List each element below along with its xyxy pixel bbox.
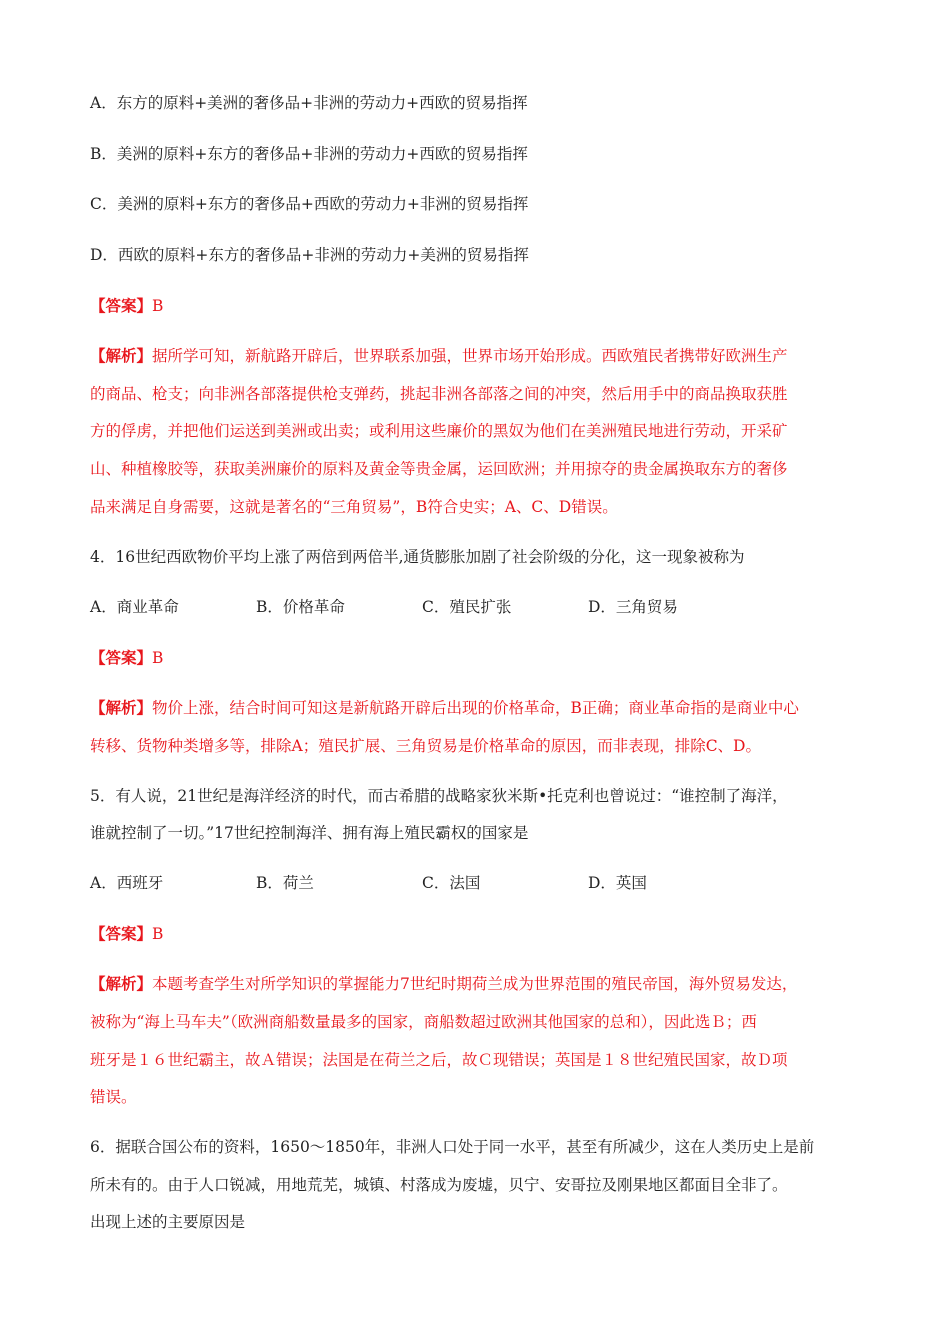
q5-option-a: A．西班牙 [90,874,164,892]
analysis-text: 据所学可知，新航路开辟后，世界联系加强，世界市场开始形成。西欧殖民者携带好欧洲生产 [152,347,788,365]
q5-option-d: D．英国 [588,874,647,892]
q4-answer [90,647,862,669]
q3-answer [90,295,862,317]
answer-value: B [152,297,164,315]
answer-tag: 【答案】 [90,648,153,667]
q6-stem-line: 6．据联合国公布的资料，1650～1850年，非洲人口处于同一水平，甚至有所减少，这在人类历史上是前 [90,1138,815,1156]
q4-analysis-line [90,697,862,719]
analysis-text: 物价上涨，结合时间可知这是新航路开辟后出现的价格革命，B正确；商业革命指的是商业中心 [152,699,799,717]
q6-stem-line: 所未有的。由于人口锐减，用地荒芜，城镇、村落成为废墟，贝宁、安哥拉及刚果地区都面目全非了。 [90,1176,788,1194]
q6-stem-line: 出现上述的主要原因是 [90,1213,246,1231]
q5-option-b: B．荷兰 [256,874,314,892]
q5-stem-line: 5．有人说，21世纪是海洋经济的时代，而古希腊的战略家狄米斯•托克利也曾说过：“谁控制了海洋， [90,787,788,805]
answer-value: B [152,925,164,943]
q4-analysis-line: 转移、货物种类增多等，排除A；殖民扩展、三角贸易是价格革命的原因，而非表现，排除C、D。 [90,737,761,755]
analysis-tag: 【解析】 [90,698,153,717]
analysis-tag: 【解析】 [90,346,153,365]
q5-analysis-line: 班牙是１６世纪霸主，故Ａ错误；法国是在荷兰之后，故Ｃ现错误；英国是１８世纪殖民国家，故Ｄ项 [90,1051,788,1069]
q4-option-c: C．殖民扩张 [422,598,512,616]
q4-option-a: A．商业革命 [90,598,179,616]
answer-tag: 【答案】 [90,296,153,315]
q3-analysis-line: 方的俘虏，并把他们运送到美洲或出卖；或利用这些廉价的黑奴为他们在美洲殖民地进行劳动，开采矿 [90,422,788,440]
q3-option-d: D．西欧的原料+东方的奢侈品+非洲的劳动力+美洲的贸易指挥 [90,246,529,264]
q5-analysis-line [90,973,862,995]
q3-option-a: A．东方的原料+美洲的奢侈品+非洲的劳动力+西欧的贸易指挥 [90,94,528,112]
q3-analysis-line: 山、种植橡胶等，获取美洲廉价的原料及黄金等贵金属，运回欧洲；并用掠夺的贵金属换取东方的奢侈 [90,460,788,478]
q3-option-b: B．美洲的原料+东方的奢侈品+非洲的劳动力+西欧的贸易指挥 [90,145,528,163]
q5-stem-line: 谁就控制了一切。”17世纪控制海洋、拥有海上殖民霸权的国家是 [90,824,529,842]
answer-value: B [152,649,164,667]
answer-tag: 【答案】 [90,924,153,943]
analysis-text: 本题考查学生对所学知识的掌握能力7世纪时期荷兰成为世界范围的殖民帝国，海外贸易发达， [152,975,798,993]
analysis-tag: 【解析】 [90,974,153,993]
q4-option-d: D．三角贸易 [588,598,678,616]
q5-answer [90,923,862,945]
q3-analysis-line: 的商品、枪支；向非洲各部落提供枪支弹药，挑起非洲各部落之间的冲突，然后用手中的商品换取获胜 [90,385,788,403]
q3-analysis-line: 品来满足自身需要，这就是著名的“三角贸易”，B符合史实；A、C、D错误。 [90,498,618,516]
q5-analysis-line: 被称为“海上马车夫”（欧洲商船数量最多的国家，商船数超过欧洲其他国家的总和），因此选Ｂ；西 [90,1013,757,1031]
q3-analysis-line [90,345,862,367]
q4-option-b: B．价格革命 [256,598,345,616]
q5-analysis-line: 错误。 [90,1088,137,1106]
q3-option-c: C．美洲的原料+东方的奢侈品+西欧的劳动力+非洲的贸易指挥 [90,195,529,213]
q5-option-c: C．法国 [422,874,481,892]
q4-stem: 4．16世纪西欧物价平均上涨了两倍到两倍半,通货膨胀加剧了社会阶级的分化，这一现象被称为 [90,548,745,566]
